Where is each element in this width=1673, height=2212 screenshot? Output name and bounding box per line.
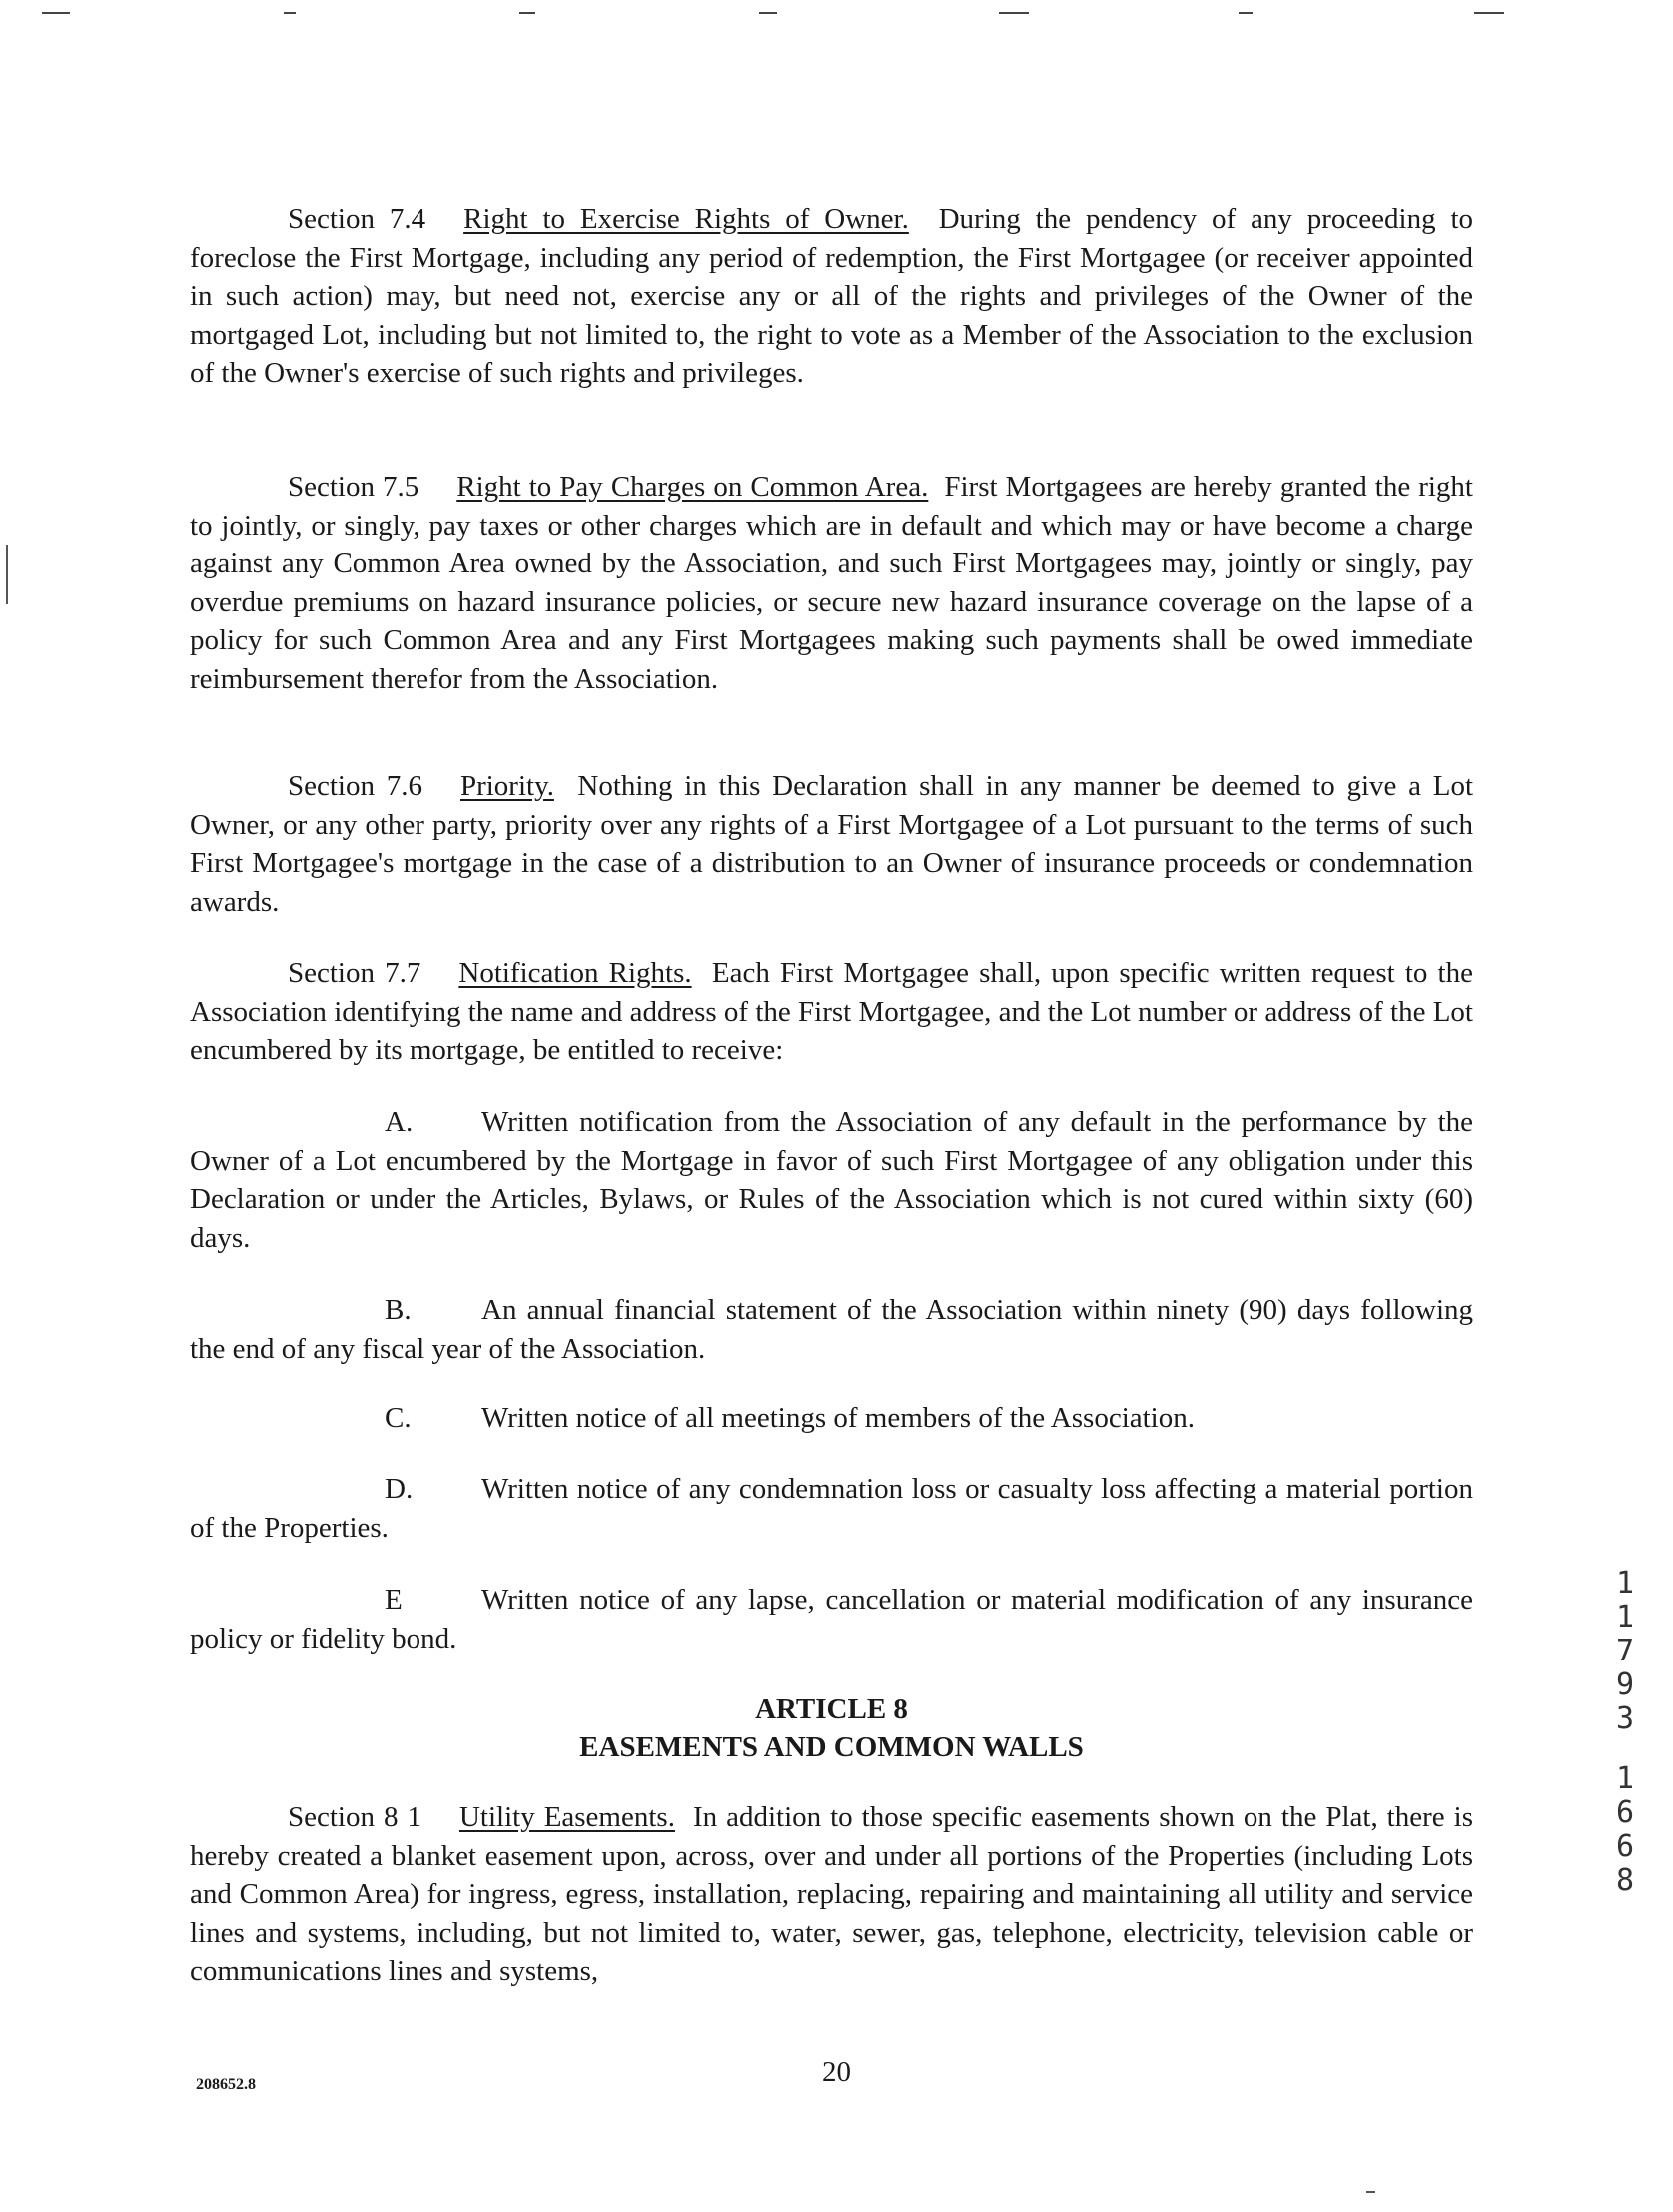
list-text: Written notice of any lapse, cancellation or material modification of any insurance policy or fidelity bond. — [190, 1584, 1473, 1655]
recording-digit: 6 — [1615, 1829, 1635, 1864]
section-title: Notification Rights. — [458, 957, 692, 989]
section-7-4 — [190, 200, 1473, 393]
list-letter: B. — [385, 1294, 412, 1326]
recording-number — [1610, 1567, 1640, 1898]
scan-artifact — [1366, 2191, 1375, 2193]
article-heading — [190, 1690, 1473, 1766]
list-text: Written notification from the Association of any default in the performance by the Owner of a Lot encumbered by the Mortgage in favor of such First Mortgagee of any obligation under this Declaration or under the Articles, Bylaws, or Rules of the Association which is not cured within sixty (60) days. — [190, 1106, 1473, 1254]
section-text: Nothing in this Declaration shall in any manner be deemed to give a Lot Owner, or any other party, priority over any rights of a First Mortgagee of a Lot pursuant to the terms of such First Mortgagee's mortgage in the case of a distribution to an Owner of insurance proceeds or condemnation awards. — [190, 770, 1473, 918]
section-8-1 — [190, 1798, 1473, 1991]
article-title: EASEMENTS AND COMMON WALLS — [579, 1731, 1084, 1763]
recording-digit: 3 — [1615, 1701, 1635, 1736]
scan-artifact — [519, 12, 535, 14]
list-letter: C. — [385, 1402, 412, 1434]
section-7-5 — [190, 468, 1473, 698]
section-text: In addition to those specific easements shown on the Plat, there is hereby created a blanket easement upon, across, over and under all portions of the Properties (including Lots and Common Area) for ingress, egress, installation, replacing, repairing and maintaining all utility and service lines and systems, including, but not limited to, water, sewer, gas, telephone, electricity, television cable or communications lines and systems, — [190, 1801, 1473, 1987]
scan-artifact — [284, 12, 296, 14]
section-number: Section 7.4 — [288, 203, 426, 235]
section-text: Each First Mortgagee shall, upon specific written request to the Association identifying the name and address of the First Mortgagee, and the Lot number or address of the Lot encumbered by its mortgage, be entitled to receive: — [190, 957, 1473, 1066]
scan-artifact — [42, 12, 70, 14]
section-number: Section 7.5 — [288, 471, 419, 503]
list-letter: A. — [385, 1106, 414, 1138]
section-text: First Mortgagees are hereby granted the right to jointly, or singly, pay taxes or other charges which are in default and which may or have become a charge against any Common Area owned by the Association, and such First Mortgagees may, jointly or singly, pay overdue premiums on hazard insurance policies, or secure new hazard insurance coverage on the lapse of a policy for such Common Area and any First Mortgagees making such payments shall be owed immediate reimbursement therefor from the Association. — [190, 471, 1473, 695]
section-number: Section 8 1 — [288, 1801, 421, 1833]
recording-digit: 6 — [1615, 1795, 1635, 1830]
section-title: Right to Exercise Rights of Owner. — [463, 203, 909, 235]
scan-artifact — [759, 12, 777, 14]
section-text: During the pendency of any proceeding to foreclose the First Mortgage, including any period of redemption, the First Mortgagee (or receiver appointed in such action) may, but need not, exercise any or all of the rights and privileges of the Owner of the mortgaged Lot, including but not limited to, the right to vote as a Member of the Association to the exclusion of the Owner's exercise of such rights and privileges. — [190, 203, 1474, 389]
section-title: Right to Pay Charges on Common Area. — [456, 471, 929, 503]
section-number: Section 7.6 — [288, 770, 422, 802]
list-item — [190, 1399, 1473, 1438]
scan-artifact — [6, 545, 8, 604]
list-text: Written notice of any condemnation loss or casualty loss affecting a material portion of the Properties. — [190, 1473, 1473, 1544]
list-text: Written notice of all meetings of members of the Association. — [481, 1402, 1195, 1434]
list-letter: D. — [385, 1473, 414, 1505]
recording-digit: 7 — [1615, 1634, 1635, 1668]
recording-digit: 8 — [1615, 1863, 1635, 1898]
list-item — [190, 1581, 1473, 1658]
scan-artifact — [1474, 12, 1504, 14]
list-item — [190, 1470, 1473, 1547]
section-title: Utility Easements. — [458, 1801, 675, 1833]
scan-artifact — [1239, 12, 1253, 14]
article-number: ARTICLE 8 — [755, 1693, 908, 1725]
scan-artifact — [999, 12, 1029, 14]
list-item — [190, 1103, 1473, 1257]
page-number: 20 — [822, 2056, 851, 2088]
recording-digit: 9 — [1615, 1667, 1635, 1702]
section-7-6 — [190, 767, 1473, 921]
recording-digit: 1 — [1615, 1761, 1635, 1796]
list-letter: E — [385, 1584, 403, 1616]
document-code: 208652.8 — [196, 2076, 256, 2093]
section-title: Priority. — [459, 770, 554, 802]
list-text: An annual financial statement of the Association within ninety (90) days following the end of any fiscal year of the Association. — [190, 1294, 1473, 1365]
list-item — [190, 1291, 1473, 1368]
section-number: Section 7.7 — [288, 957, 421, 989]
recording-digit: 1 — [1615, 1600, 1635, 1635]
recording-digit: 1 — [1615, 1566, 1635, 1601]
section-7-7 — [190, 954, 1473, 1070]
